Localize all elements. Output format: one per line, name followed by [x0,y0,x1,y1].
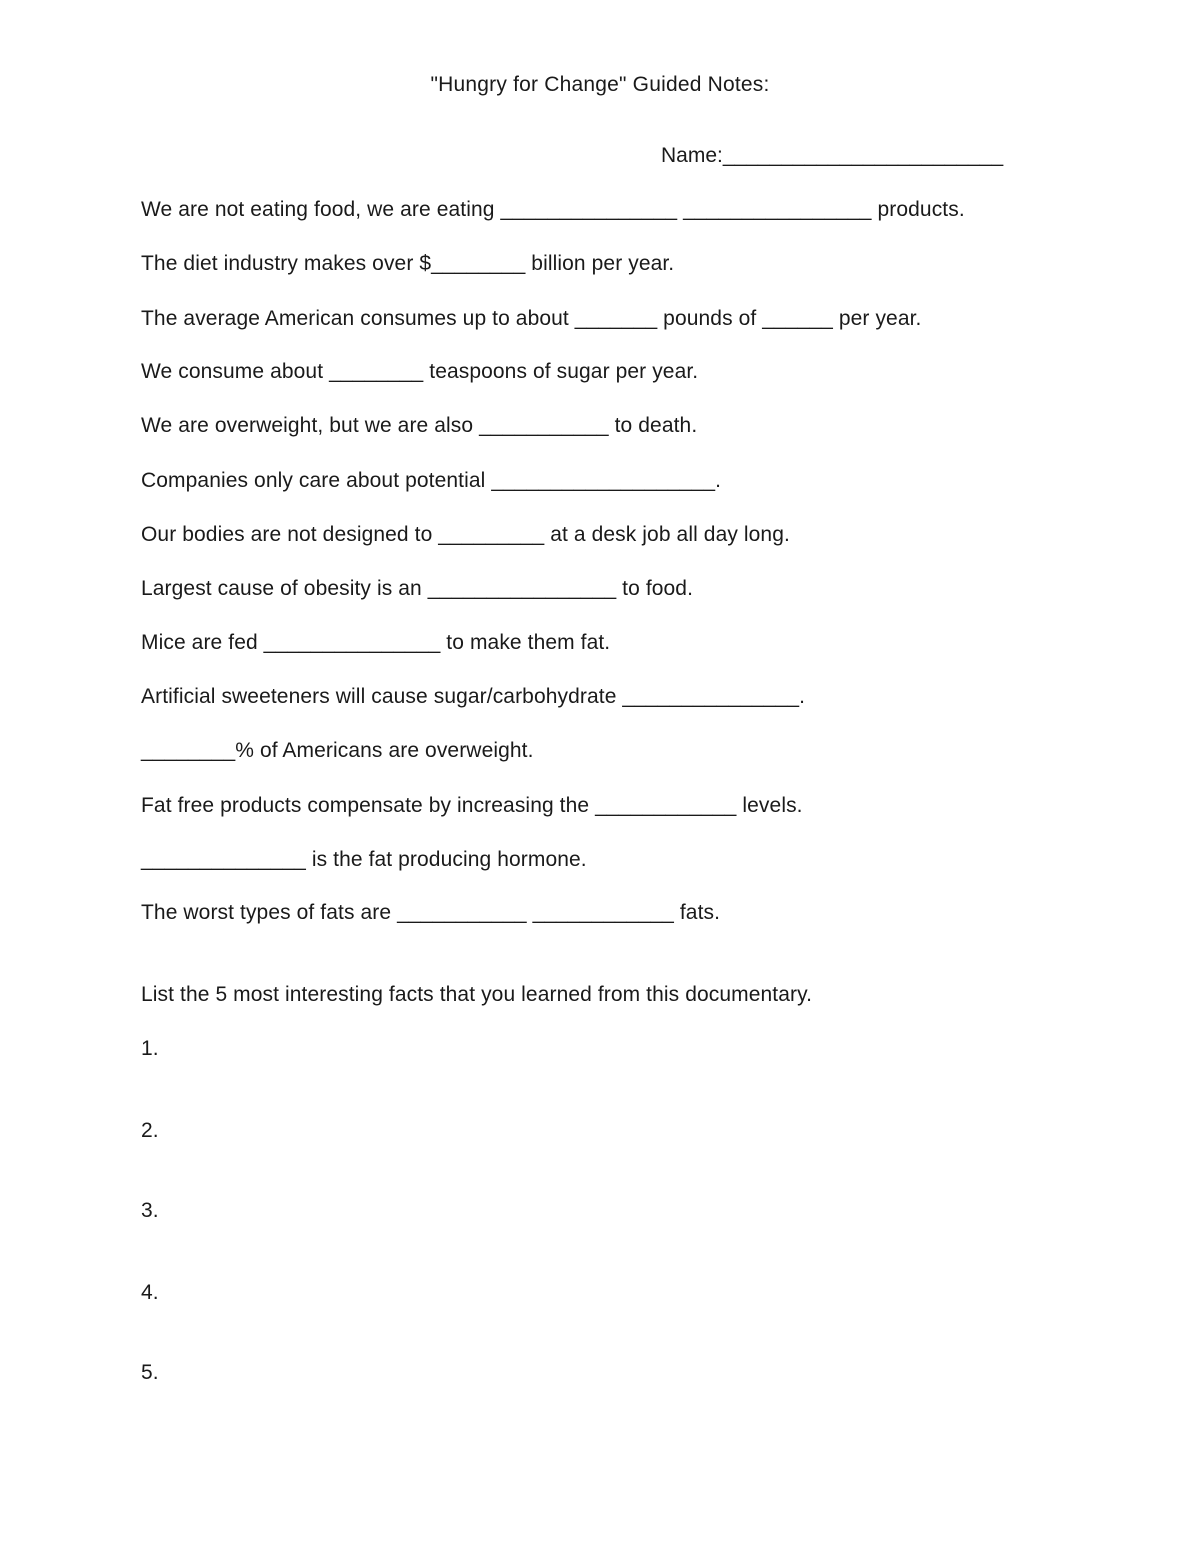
statement-2[interactable]: The diet industry makes over $________ billion per year. [141,252,675,275]
statement-7[interactable]: Our bodies are not designed to _________ at a desk job all day long. [141,523,790,546]
statement-1[interactable]: We are not eating food, we are eating _______________ ________________ products. [141,198,965,221]
statement-11[interactable]: ________% of Americans are overweight. [141,739,534,762]
worksheet-title: "Hungry for Change" Guided Notes: [430,73,770,96]
statement-4[interactable]: We consume about ________ teaspoons of sugar per year. [141,360,699,383]
statement-5[interactable]: We are overweight, but we are also ___________ to death. [141,414,698,437]
statement-6[interactable]: Companies only care about potential ___________________. [141,469,722,492]
statement-9[interactable]: Mice are fed _______________ to make them fat. [141,631,611,654]
statement-13[interactable]: ______________ is the fat producing hormone. [141,848,587,871]
fact-number-4[interactable]: 4. [141,1281,159,1304]
facts-prompt: List the 5 most interesting facts that you learned from this documentary. [141,983,813,1006]
fact-number-2[interactable]: 2. [141,1119,159,1142]
statement-12[interactable]: Fat free products compensate by increasing the ____________ levels. [141,794,803,817]
statement-14[interactable]: The worst types of fats are ___________ ____________ fats. [141,901,721,924]
fact-number-5[interactable]: 5. [141,1361,159,1384]
fact-number-1[interactable]: 1. [141,1037,159,1060]
name-field[interactable]: Name:________________________ [661,144,1004,167]
fact-number-3[interactable]: 3. [141,1199,159,1222]
statement-8[interactable]: Largest cause of obesity is an ________________ to food. [141,577,694,600]
statement-10[interactable]: Artificial sweeteners will cause sugar/carbohydrate _______________. [141,685,806,708]
statement-3[interactable]: The average American consumes up to about _______ pounds of ______ per year. [141,307,922,330]
